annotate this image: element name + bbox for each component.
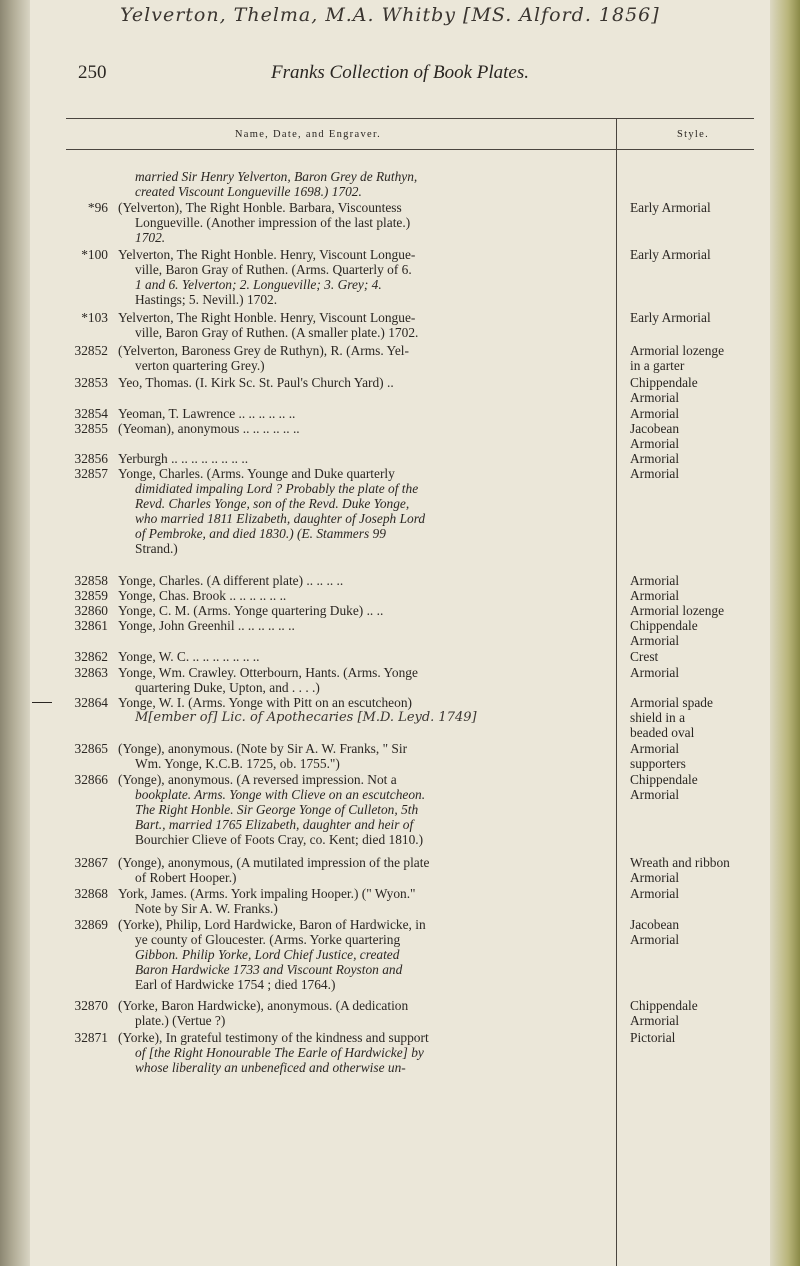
entry-style: [630, 618, 770, 648]
entry-line: (Yorke), Philip, Lord Hardwicke, Baron of Hardwicke, in: [118, 917, 426, 932]
style-line: Armorial: [630, 390, 680, 405]
entry-line: Earl of Hardwicke 1754 ; died 1764.): [135, 977, 336, 992]
entry-style: [630, 998, 770, 1028]
entry-text: [118, 917, 606, 992]
style-line: Armorial lozenge: [630, 603, 725, 618]
column-header-name: Name, Date, and Engraver.: [234, 129, 382, 140]
entry-line: plate.) (Vertue ?): [135, 1013, 226, 1028]
style-line: Armorial: [630, 451, 680, 466]
entry-line: Yonge, Charles. (A different plate) .. .. .. ..: [118, 573, 344, 588]
entry-style: [630, 886, 770, 901]
entry-style: [630, 466, 770, 481]
entry-style: [630, 573, 770, 588]
entry-line: Yonge, Wm. Crawley. Otterbourn, Hants. (Arms. Yonge: [118, 665, 418, 680]
entry-style: [630, 343, 770, 373]
style-line: Jacobean: [630, 421, 680, 436]
column-divider: [616, 118, 617, 1266]
column-header-style: Style.: [676, 129, 709, 140]
style-line: Pictorial: [630, 1030, 676, 1045]
entry-line: Yonge, C. M. (Arms. Yonge quartering Duke) .. ..: [118, 603, 384, 618]
entry-line: Yonge, W. I. (Arms. Yonge with Pitt on an escutcheon): [118, 695, 412, 710]
entry-line: verton quartering Grey.): [135, 358, 265, 373]
entry-line: Yeoman, T. Lawrence .. .. .. .. .. ..: [118, 406, 296, 421]
style-line: Jacobean: [630, 917, 680, 932]
entry-style: [630, 451, 770, 466]
entry-line: whose liberality an unbeneficed and otherwise un-: [135, 1060, 406, 1075]
entry-text: [118, 451, 606, 466]
entry-number: 32856: [74, 451, 108, 466]
entry-text: [118, 665, 606, 695]
entry-number: 32868: [74, 886, 108, 901]
entry-style: [630, 375, 770, 405]
entry-text: [118, 603, 606, 618]
entry-line: Yonge, W. C. .. .. .. .. .. .. ..: [118, 649, 260, 664]
style-line: Crest: [630, 649, 659, 664]
entry-line: Note by Sir A. W. Franks.): [135, 901, 278, 916]
style-line: Armorial: [630, 932, 680, 947]
entry-number: 32866: [74, 772, 108, 787]
entry-line: Yeo, Thomas. (I. Kirk Sc. St. Paul's Church Yard) ..: [118, 375, 394, 390]
entry-text: [118, 855, 606, 885]
entry-line: of Robert Hooper.): [135, 870, 237, 885]
entry-line: 1 and 6. Yelverton; 2. Longueville; 3. Grey; 4.: [135, 277, 382, 292]
entry-text: [118, 886, 606, 916]
entry-line: York, James. (Arms. York impaling Hooper.) (" Wyon.": [118, 886, 416, 901]
entry-line: ville, Baron Gray of Ruthen. (A smaller plate.) 1702.: [135, 325, 419, 340]
style-line: beaded oval: [630, 725, 695, 740]
entry-line: M[ember of] Lic. of Apothecaries [M.D. Leyd. 1749]: [135, 710, 477, 725]
style-line: Armorial: [630, 633, 680, 648]
entry-line: ville, Baron Gray of Ruthen. (Arms. Quarterly of 6.: [135, 262, 412, 277]
entry-style: [630, 588, 770, 603]
entry-line: ye county of Gloucester. (Arms. Yorke quartering: [135, 932, 401, 947]
entry-number: 32865: [74, 741, 108, 756]
entry-line: (Yorke), In grateful testimony of the kindness and support: [118, 1030, 429, 1045]
style-line: Armorial: [630, 741, 680, 756]
entry-line: quartering Duke, Upton, and . . . .): [135, 680, 320, 695]
entry-number: 32857: [74, 466, 108, 481]
entry-line: Baron Hardwicke 1733 and Viscount Royston and: [135, 962, 403, 977]
entry-line: Yelverton, The Right Honble. Henry, Viscount Longue-: [118, 310, 416, 325]
book-gutter-left: [0, 0, 30, 1266]
entry-line: Bart., married 1765 Elizabeth, daughter and heir of: [135, 817, 414, 832]
entry-text: [118, 1030, 606, 1075]
style-line: Wreath and ribbon: [630, 855, 730, 870]
entry-line: Yonge, Charles. (Arms. Younge and Duke quarterly: [118, 466, 395, 481]
style-line: in a garter: [630, 358, 685, 373]
entry-style: [630, 200, 770, 215]
entry-line: Yonge, Chas. Brook .. .. .. .. .. ..: [118, 588, 287, 603]
entry-number: 32853: [74, 375, 108, 390]
style-line: Armorial: [630, 573, 680, 588]
entry-number: 32864: [74, 695, 108, 710]
entry-line: of [the Right Honourable The Earle of Hardwicke] by: [135, 1045, 424, 1060]
entry-text: [118, 466, 606, 556]
entry-number: 32870: [74, 998, 108, 1013]
entry-text: [118, 618, 606, 633]
style-line: Chippendale: [630, 772, 698, 787]
entry-text: [118, 998, 606, 1028]
entry-number: 32867: [74, 855, 108, 870]
style-line: Armorial: [630, 1013, 680, 1028]
entry-number: 32852: [74, 343, 108, 358]
entry-text: [118, 421, 606, 436]
style-line: Armorial: [630, 665, 680, 680]
style-line: Early Armorial: [630, 247, 711, 262]
entry-line: (Yelverton), The Right Honble. Barbara, Viscountess: [118, 200, 402, 215]
entry-text: [118, 649, 606, 664]
entry-number: 32869: [74, 917, 108, 932]
entry-style: [630, 603, 770, 618]
header-top-rule: [66, 118, 754, 119]
entry-line: dimidiated impaling Lord ? Probably the plate of the: [135, 481, 419, 496]
entry-line: Gibbon. Philip Yorke, Lord Chief Justice, created: [135, 947, 400, 962]
entry-number: 32871: [74, 1030, 108, 1045]
entry-line: of Pembroke, and died 1830.) (E. Stammers 99: [135, 526, 386, 541]
entry-line: Bourchier Clieve of Foots Cray, co. Kent; died 1810.): [135, 832, 424, 847]
entry-line: (Yeoman), anonymous .. .. .. .. .. ..: [118, 421, 300, 436]
entry-line: married Sir Henry Yelverton, Baron Grey de Ruthyn,: [135, 169, 418, 184]
entry-number: 32861: [74, 618, 108, 633]
entry-line: Strand.): [135, 541, 178, 556]
entry-text: [118, 169, 606, 199]
entry-line: who married 1811 Elizabeth, daughter of Joseph Lord: [135, 511, 426, 526]
style-line: supporters: [630, 756, 686, 771]
entry-text: [118, 772, 606, 847]
entry-text: [118, 200, 606, 245]
entry-line: The Right Honble. Sir George Yonge of Culleton, 5th: [135, 802, 419, 817]
entry-line: bookplate. Arms. Yonge with Clieve on an escutcheon.: [135, 787, 426, 802]
running-header: [0, 62, 800, 92]
style-line: Chippendale: [630, 375, 698, 390]
entry-line: Revd. Charles Yonge, son of the Revd. Duke Yonge,: [135, 496, 410, 511]
entry-number: 32863: [74, 665, 108, 680]
entry-style: [630, 855, 770, 885]
entry-style: [630, 406, 770, 421]
entry-text: [118, 375, 606, 390]
style-line: Armorial: [630, 588, 680, 603]
entry-number: *100: [81, 247, 108, 262]
entry-number: *103: [81, 310, 108, 325]
style-line: Armorial: [630, 406, 680, 421]
running-title: Franks Collection of Book Plates.: [270, 62, 530, 83]
style-line: Armorial: [630, 870, 680, 885]
header-bottom-rule: [66, 149, 754, 150]
entry-text: [118, 343, 606, 373]
style-line: Armorial: [630, 466, 680, 481]
entry-style: [630, 649, 770, 664]
entry-number: *96: [87, 200, 108, 215]
entry-style: [630, 421, 770, 451]
style-line: Armorial: [630, 787, 680, 802]
style-line: shield in a: [630, 710, 686, 725]
entry-number: 32858: [74, 573, 108, 588]
entry-line: 1702.: [135, 230, 166, 245]
entry-number: 32860: [74, 603, 108, 618]
entry-line: created Viscount Longueville 1698.) 1702.: [135, 184, 362, 199]
entry-line: Wm. Yonge, K.C.B. 1725, ob. 1755."): [135, 756, 340, 771]
entry-text: [118, 573, 606, 588]
style-line: Early Armorial: [630, 310, 711, 325]
entry-text: [118, 310, 606, 340]
style-line: Early Armorial: [630, 200, 711, 215]
entry-line: (Yonge), anonymous. (Note by Sir A. W. Franks, " Sir: [118, 741, 408, 756]
entry-text: [118, 695, 606, 725]
entry-number: 32862: [74, 649, 108, 664]
style-line: Chippendale: [630, 998, 698, 1013]
entry-style: [630, 772, 770, 802]
entry-line: Yelverton, The Right Honble. Henry, Viscount Longue-: [118, 247, 416, 262]
entry-text: [118, 588, 606, 603]
entry-line: Yonge, John Greenhil .. .. .. .. .. ..: [118, 618, 295, 633]
style-line: Armorial lozenge: [630, 343, 725, 358]
entry-text: [118, 247, 606, 307]
entry-text: [118, 406, 606, 421]
entry-number: 32855: [74, 421, 108, 436]
entry-line: (Yelverton, Baroness Grey de Ruthyn), R. (Arms. Yel-: [118, 343, 409, 358]
entry-line: Longueville. (Another impression of the last plate.): [135, 215, 411, 230]
entry-line: (Yonge), anonymous. (A reversed impression. Not a: [118, 772, 397, 787]
entry-style: [630, 247, 770, 262]
entry-line: Hastings; 5. Nevill.) 1702.: [135, 292, 278, 307]
page-number: 250: [78, 62, 107, 83]
entry-number: 32859: [74, 588, 108, 603]
style-line: Armorial: [630, 886, 680, 901]
entry-style: [630, 917, 770, 947]
entry-style: [630, 741, 770, 771]
entry-style: [630, 310, 770, 325]
entry-line: Yerburgh .. .. .. .. .. .. .. ..: [118, 451, 249, 466]
entry-style: [630, 695, 770, 740]
entry-text: [118, 741, 606, 771]
entry-style: [630, 665, 770, 680]
book-edge-right: [770, 0, 800, 1266]
entry-line: (Yorke, Baron Hardwicke), anonymous. (A dedication: [118, 998, 409, 1013]
style-line: Chippendale: [630, 618, 698, 633]
entry-line: (Yonge), anonymous, (A mutilated impression of the plate: [118, 855, 430, 870]
entry-style: [630, 1030, 770, 1045]
style-line: Armorial spade: [630, 695, 713, 710]
style-line: Armorial: [630, 436, 680, 451]
entry-number: 32854: [74, 406, 108, 421]
handwritten-annotation: Yelverton, Thelma, M.A. Whitby [MS. Alford. 1856]: [120, 4, 660, 26]
